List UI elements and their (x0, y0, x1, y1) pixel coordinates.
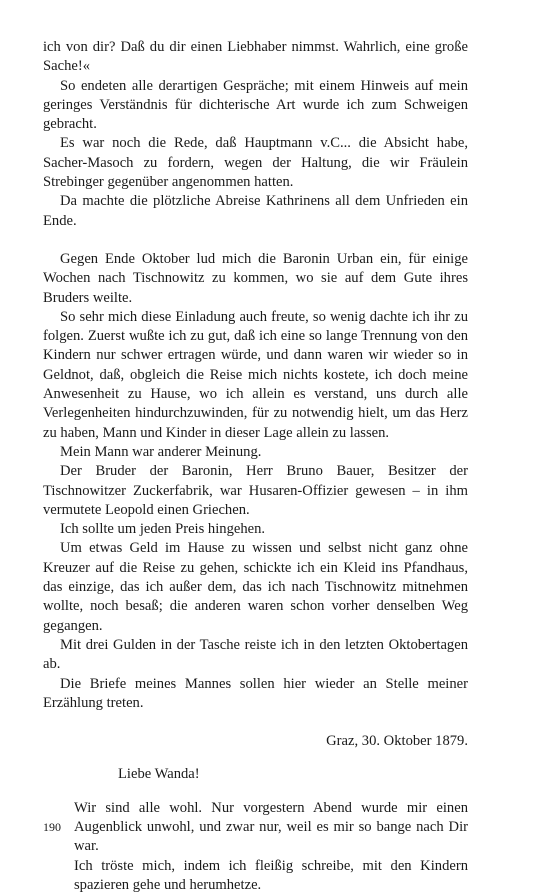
paragraph: Die Briefe meines Mannes sollen hier wieder an Stelle meiner Erzählung treten. (43, 675, 468, 711)
paragraph: Ich sollte um jeden Preis hingehen. (60, 521, 266, 538)
paragraph: Mein Mann war anderer Meinung. (60, 443, 262, 460)
letter-salutation: Liebe Wanda! (118, 766, 200, 783)
page-text (43, 38, 468, 895)
paragraph: So sehr mich diese Einladung auch freute, so wenig dachte ich ihr zu folgen. Zuerst wußte ich zu gut, daß ich eine so lange Trennung von den Kindern nur schwer ertragen würde, und dann waren wir wieder so in Geldnot, daß, obgleich die Reise mich nichts kostete, ich doch meine Anwesenheit zu Hause, wo ich allein es verstand, uns durch alle Verlegenheiten hindurchzuwinden, für zu notwendig hielt, um das Herz zu haben, Mann und Kinder in dieser Lage allein zu lassen. (43, 308, 468, 441)
paragraph: So endeten alle derartigen Gespräche; mit einem Hinweis auf mein geringes Verständnis für dichterische Art wurde ich zum Schweigen gebracht. (43, 77, 468, 133)
paragraph: Gegen Ende Oktober lud mich die Baronin Urban ein, für einige Wochen nach Tischnowitz zu kommen, wo sie auf dem Gute ihres Bruders weilte. (43, 250, 468, 306)
paragraph: Der Bruder der Baronin, Herr Bruno Bauer, Besitzer der Tischnowitzer Zuckerfabrik, war Husaren-Offizier gewesen – in ihm vermutete Leopold einen Griechen. (43, 463, 468, 518)
section-1 (43, 38, 468, 231)
letter-paragraph: Ich tröste mich, indem ich fleißig schreibe, mit den Kindern spazieren gehe und herumhetze. (74, 857, 468, 893)
paragraph: Mit drei Gulden in der Tasche reiste ich in den letzten Oktobertagen ab. (43, 636, 468, 673)
letter-body (43, 799, 468, 895)
page-number: 190 (43, 820, 61, 834)
letter-date: Graz, 30. Oktober 1879. (326, 733, 468, 750)
paragraph: Es war noch die Rede, daß Hauptmann v.C... die Absicht habe, Sacher-Masoch zu fordern, wegen der Haltung, die wir Fräulein Strebinger gegenüber angenommen hatten. (43, 135, 468, 191)
section-break (43, 231, 468, 250)
letter-paragraph: Wir sind alle wohl. Nur vorgestern Abend wurde mir einen Augenblick unwohl, und zwar nur, weil es mir so bange nach Dir war. (74, 799, 468, 855)
section-break (43, 713, 468, 732)
paragraph: Da machte die plötzliche Abreise Kathrinens all dem Unfrieden ein Ende. (43, 193, 468, 229)
paragraph: ich von dir? Daß du dir einen Liebhaber nimmst. Wahrlich, eine große Sache!« (43, 39, 468, 75)
section-2 (43, 250, 468, 713)
paragraph: Um etwas Geld im Hause zu wissen und selbst nicht ganz ohne Kreuzer auf die Reise zu gehen, schickte ich ein Kleid ins Pfandhaus, das einzige, das ich außer dem, das ich nach Tischnowitz mitnehmen wollte, noch besaß; die anderen waren schon vorher denselben Weg gegangen. (43, 540, 468, 634)
